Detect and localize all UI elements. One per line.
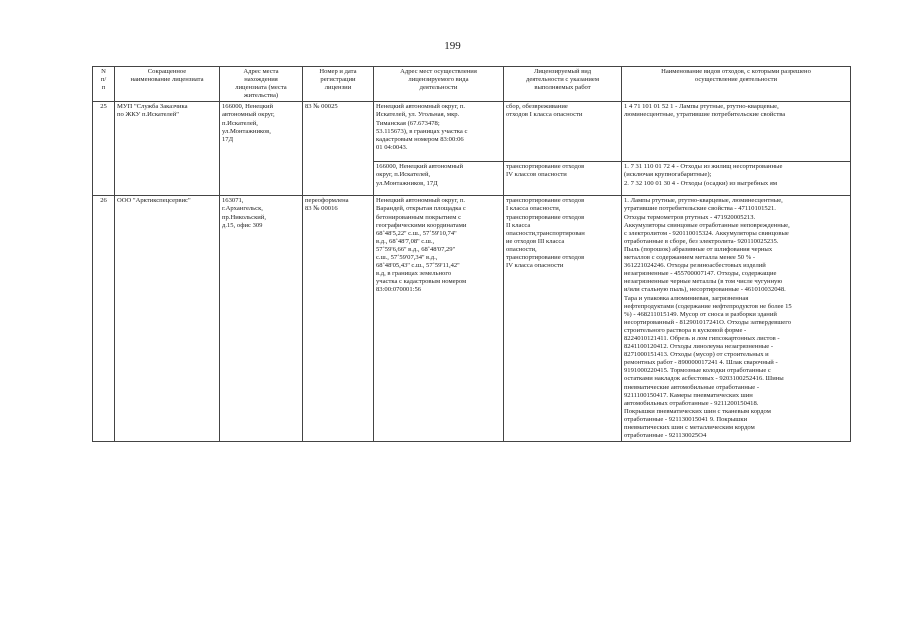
- licensed-activity: сбор, обезвреживание отходов I класса опасности: [504, 102, 622, 162]
- table-header-row: [93, 67, 851, 102]
- licensee-name: ООО "Арктикспецсервис": [115, 196, 220, 442]
- header-number: N п/ п: [93, 67, 115, 102]
- waste-types: 1. 7 31 110 01 72 4 - Отходы из жилищ несортированные (исключая крупногабаритные); 2. 7 32 100 01 30 4 - Отходы (осадки) из выгребных ям: [622, 162, 851, 196]
- header-activity-sites: Адрес мест осуществления лицензируемого вида деятельности: [374, 67, 504, 102]
- license-number: переоформлена 83 № 00016: [303, 196, 374, 442]
- activity-site: Ненецкий автономный округ, п. Варандей, открытая площадка с бетонированным покрытием с географическими координатами 68˚48'5,22'' с.ш., 57˚59'10,74'' в.д., 68˚48'7,08'' с.ш., 57˚59'6,66'' в.д., 68˚48'07,29'' с.ш., 57˚59'07,34'' в.д., 68˚48'05,43'' с.ш., 57˚59'11,42'' в.д, в границах земельного участка с кадастровым номером 83:00:070001:56: [374, 196, 504, 442]
- licensed-activity: транспортирование отходов I класса опасности, транспортирование отходов II класса опасности,транспортирован ие отходов III класса опасности, транспортирование отходов IV класса опасности: [504, 196, 622, 442]
- row-number: 26: [93, 196, 115, 442]
- row-number: 25: [93, 102, 115, 196]
- licensee-address: 166000, Ненецкий автономный округ, п.Искателей, ул.Монтажников, 17Д: [220, 102, 303, 196]
- license-number: 83 № 00025: [303, 102, 374, 196]
- table-row: [93, 102, 851, 162]
- header-waste-types: Наименование видов отходов, с которыми разрешено осуществление деятельности: [622, 67, 851, 102]
- header-licensed-activity: Лицензируемый вид деятельности с указанием выполняемых работ: [504, 67, 622, 102]
- header-licensee-name: Сокращенное наименование лицензиата: [115, 67, 220, 102]
- waste-types: 1 4 71 101 01 52 1 - Лампы ртутные, ртутно-кварцевые, люминесцентные, утратившие потребительские свойства: [622, 102, 851, 162]
- licensed-activity: транспортирование отходов IV классов опасности: [504, 162, 622, 196]
- licensee-name: МУП "Служба Заказчика по ЖКУ п.Искателей": [115, 102, 220, 196]
- licensee-address: 163071, г.Архангельск, пр.Никольский, д.15, офис 309: [220, 196, 303, 442]
- waste-types: 1. Лампы ртутные, ртутно-кварцевые, люминесцентные, утратившие потребительские свойства - 47110101521. Отходы термометров ртутных - 47192000521З. Аккумуляторы свинцовые отработанные неповрежденные, с электролитом - 920110015324. Аккумуляторы свинцовые отработанные в сборе, без электролита- 920110025235. Пыль (порошок) абразивные от шлифования черных металлов с содержанием металла менее 50 % - 361221024246. Отходы резиноасбестовых изделий незагрязненные - 455700007147. Отходы, содержащие незагрязненные черные металлы (в том числе чугунную и/или стальную пыль), несортированные - 461010032048. Тара и упаковка алюминиевая, загрязненная нефтепродуктами (содержание нефтепродуктов не более 15 %) - 468211015149. Мусор от сноса и разборки зданий несортированный - 812901017241O. Отходы затвердевшего строительного раствора в кусковой форме - 8224010121411. Обрезь и лом гипсокартонных листов - 8241100120412. Отходы линолеума незагрязненные - 8271000151413. Отходы (мусор) от строительных и ремонтных работ - 890000017241 4. Шлак сварочный - 9191000220415. Тормозные колодки отработанные с остатками накладок асбестовых - 9203100252416. Шины пневматические автомобильные отработанные - 9211100150417. Камеры пневматических шин автомобильных отработанные - 9211200150418. Покрышки пневматических шин с тканевым кордом отработанные - 921130015041 9. Покрышки пневматических шин с металлическим кордом отработанные - 921130025О4: [622, 196, 851, 442]
- license-registry-table: [92, 66, 851, 442]
- activity-site: Ненецкий автономный округ, п. Искателей, ул. Угольная, мкр. Тиманская (67.673478; 53.115673), в границах участка с кадастровым номером 83:00:06 01 04:0043.: [374, 102, 504, 162]
- header-licensee-address: Адрес места нахождения лицензиата (места жительства): [220, 67, 303, 102]
- page-number: 199: [444, 40, 461, 52]
- table-row: [93, 196, 851, 442]
- activity-site: 166000, Ненецкий автономный округ, п.Искателей, ул.Монтажников, 17Д: [374, 162, 504, 196]
- header-license-number-date: Номер и дата регистрации лицензии: [303, 67, 374, 102]
